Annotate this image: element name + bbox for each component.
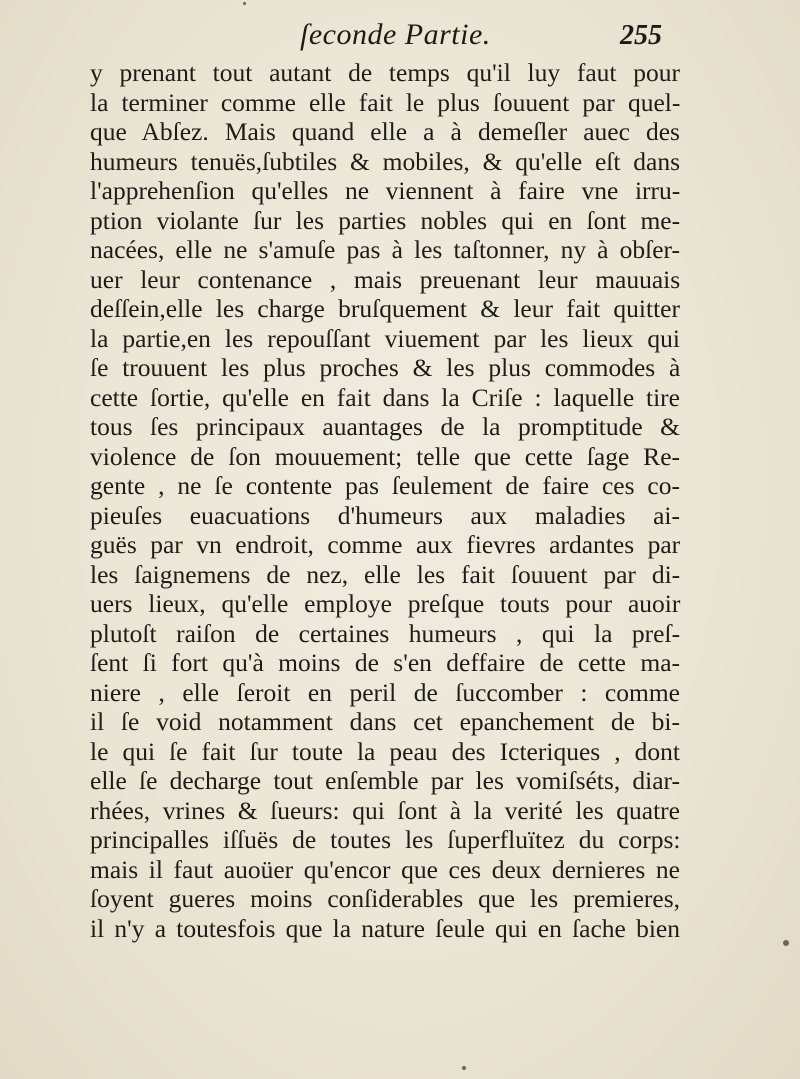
text-line: guës par vn endroit, comme aux fievres ardantes par [90,530,681,559]
body-text [90,58,680,943]
text-line: ſent ſi fort qu'à moins de s'en deffaire de cette ma- [90,648,681,677]
ink-spot [783,940,789,946]
text-line: il n'y a toutesfois que la nature ſeule qui en ſache bien [90,913,680,943]
ink-spot [462,1066,466,1070]
text-line: ſoyent gueres moins conſiderables que les premieres, [90,884,680,913]
text-line: elle ſe decharge tout enſemble par les vomiſséts, diar- [90,766,680,795]
text-line: mais il faut auoüer qu'encor que ces deux dernieres ne [90,854,680,884]
text-line: violence de ſon mouuement; telle que cette ſage Re- [90,441,680,471]
text-line: l'apprehenſion qu'elles ne viennent à faire vne irru- [90,176,681,205]
running-title: ſeconde Partie. [300,18,491,51]
text-line: le qui ſe fait ſur toute la peau des Icteriques , dont [90,736,680,766]
text-line: principalles iſſuës de toutes les ſuperfluïtez du corps: [90,825,681,854]
text-line: rhées, vrines & ſueurs: qui ſont à la verité les quatre [90,795,680,825]
text-line: la partie,en les repouſſant viuement par les lieux qui [90,323,680,353]
text-line: il ſe void notamment dans cet epanchement de bi- [90,707,680,736]
text-line: plutoſt raiſon de certaines humeurs , qui la preſ- [90,618,681,648]
text-line: uer leur contenance , mais preuenant leur mauuais [90,264,681,294]
text-line: gente , ne ſe contente pas ſeulement de faire ces co- [90,471,680,500]
page-number: 255 [620,20,662,51]
text-line: deſſein,elle les charge bruſquement & leur fait quitter [90,294,680,323]
text-line: tous ſes principaux auantages de la promptitude & [90,412,680,441]
text-line: la terminer comme elle fait le plus ſouuent par quel- [90,87,681,117]
text-line: pieuſes euacuations d'humeurs aux maladies ai- [90,500,680,530]
text-line: ſe trouuent les plus proches & les plus commodes à [90,353,681,382]
text-line: niere , elle ſeroit en peril de ſuccomber : comme [90,677,680,707]
text-line: ption violante ſur les parties nobles qui en ſont me- [90,205,681,235]
text-line: y prenant tout autant de temps qu'il luy faut pour [90,58,680,87]
text-line: nacées, elle ne s'amuſe pas à les taſtonner, ny à obſer- [90,235,680,264]
text-line: uers lieux, qu'elle employe preſque touts pour auoir [90,589,681,618]
text-line: les ſaignemens de nez, elle les fait ſouuent par di- [90,559,681,589]
page-header [0,6,800,56]
text-line: humeurs tenuës,ſubtiles & mobiles, & qu'elle eſt dans [90,146,680,176]
ink-spot [243,2,246,5]
text-line: que Abſez. Mais quand elle a à demeſler auec des [90,117,680,146]
text-line: cette ſortie, qu'elle en fait dans la Criſe : laquelle tire [90,382,680,412]
